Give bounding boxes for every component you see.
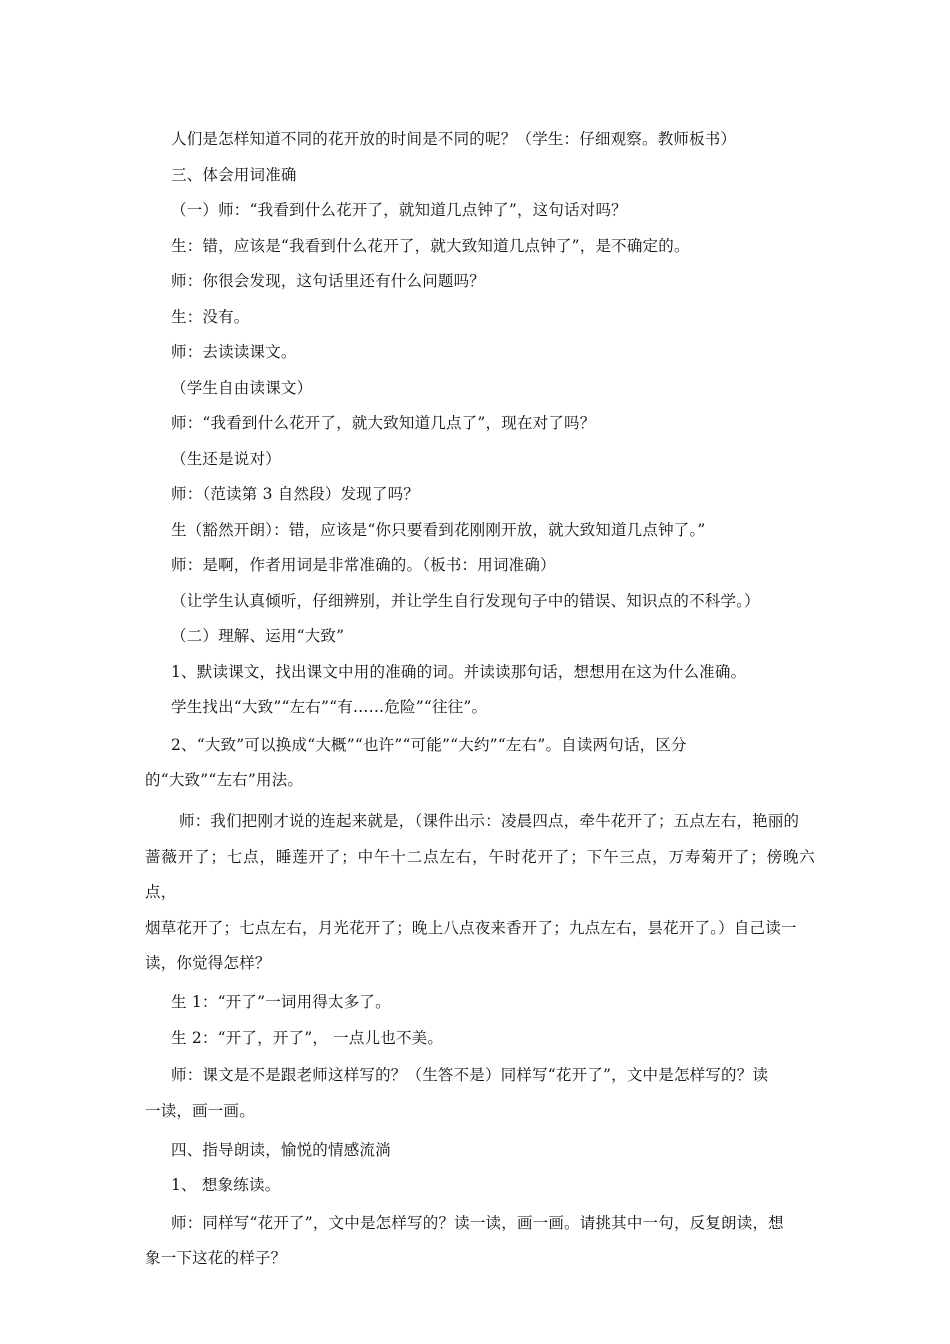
paragraph-line: 师：我们把刚才说的连起来就是，（课件出示：凌晨四点，牵牛花开了；五点左右，艳丽的 — [179, 812, 800, 830]
paragraph-line: 象一下这花的样子？ — [145, 1249, 287, 1267]
paragraph-kewen — [145, 1058, 815, 1129]
paragraph: 师：你很会发现，这句话里还有什么问题吗？ — [171, 272, 486, 290]
paragraph: 师：“我看到什么花开了，就大致知道几点了”，现在对了吗？ — [171, 414, 596, 432]
paragraph: 学生找出“大致”“左右”“有……危险”“往往”。 — [171, 698, 488, 716]
paragraph-line: 师：同样写“花开了”，文中是怎样写的？读一读，画一画。请挑其中一句，反复朗读，想 — [171, 1213, 784, 1232]
paragraph: 生 2：“开了，开了”， 一点儿也不美。 — [171, 1028, 444, 1047]
paragraph-line: 师：课文是不是跟老师这样写的？（生答不是）同样写“花开了”，文中是怎样写的？读 — [171, 1066, 769, 1084]
paragraph: 1、 想象练读。 — [171, 1176, 281, 1194]
section-heading: 三、体会用词准确 — [171, 165, 297, 184]
section-heading: 四、指导朗读，愉悦的情感流淌 — [171, 1140, 391, 1159]
paragraph: 师：去读读课文。 — [171, 343, 297, 361]
paragraph-line: 读，你觉得怎样？ — [145, 954, 271, 972]
paragraph: 生：错，应该是“我看到什么花开了，就大致知道几点钟了”，是不确定的。 — [171, 236, 690, 255]
paragraph: 生 1：“开了”一词用得太多了。 — [171, 993, 391, 1011]
paragraph-teacher-summary — [145, 804, 815, 982]
paragraph-line: 2、“大致”可以换成“大概”“也许”“可能”“大约”“左右”。自读两句话，区分 — [171, 735, 687, 754]
paragraph-daozhi — [145, 728, 815, 799]
paragraph-line: 烟草花开了；七点左右，月光花开了；晚上八点夜来香开了；九点左右，昙花开了。）自己读一 — [145, 918, 797, 937]
paragraph: 师：是啊，作者用词是非常准确的。（板书：用词准确） — [171, 556, 556, 574]
paragraph: 师：（范读第 3 自然段）发现了吗？ — [171, 485, 420, 503]
paragraph: 1、默读课文，找出课文中用的准确的词。并读读那句话，想想用在这为什么准确。 — [171, 662, 747, 681]
paragraph: （一）师：“我看到什么花开了，就知道几点钟了”，这句话对吗？ — [171, 201, 627, 219]
document-body — [145, 124, 815, 1277]
paragraph-line: 蔷薇开了；七点，睡莲开了；中午十二点左右，午时花开了；下午三点，万寿菊开了；傍晚六点， — [145, 847, 815, 901]
paragraph: 生（豁然开朗）：错，应该是“你只要看到花刚刚开放，就大致知道几点钟了。” — [171, 520, 706, 539]
paragraph: （让学生认真倾听，仔细辨别，并让学生自行发现句子中的错误、知识点的不科学。） — [171, 591, 760, 610]
paragraph: （生还是说对） — [171, 449, 281, 468]
paragraph: 生：没有。 — [171, 307, 250, 326]
paragraph-last — [145, 1206, 815, 1277]
paragraph: 人们是怎样知道不同的花开放的时间是不同的呢？（学生：仔细观察。教师板书） — [171, 130, 737, 148]
section-heading: （二）理解、运用“大致” — [171, 627, 345, 645]
paragraph: （学生自由读课文） — [171, 378, 313, 397]
paragraph-line: 一读，画一画。 — [145, 1101, 255, 1120]
paragraph-line: 的“大致”“左右”用法。 — [145, 771, 304, 789]
